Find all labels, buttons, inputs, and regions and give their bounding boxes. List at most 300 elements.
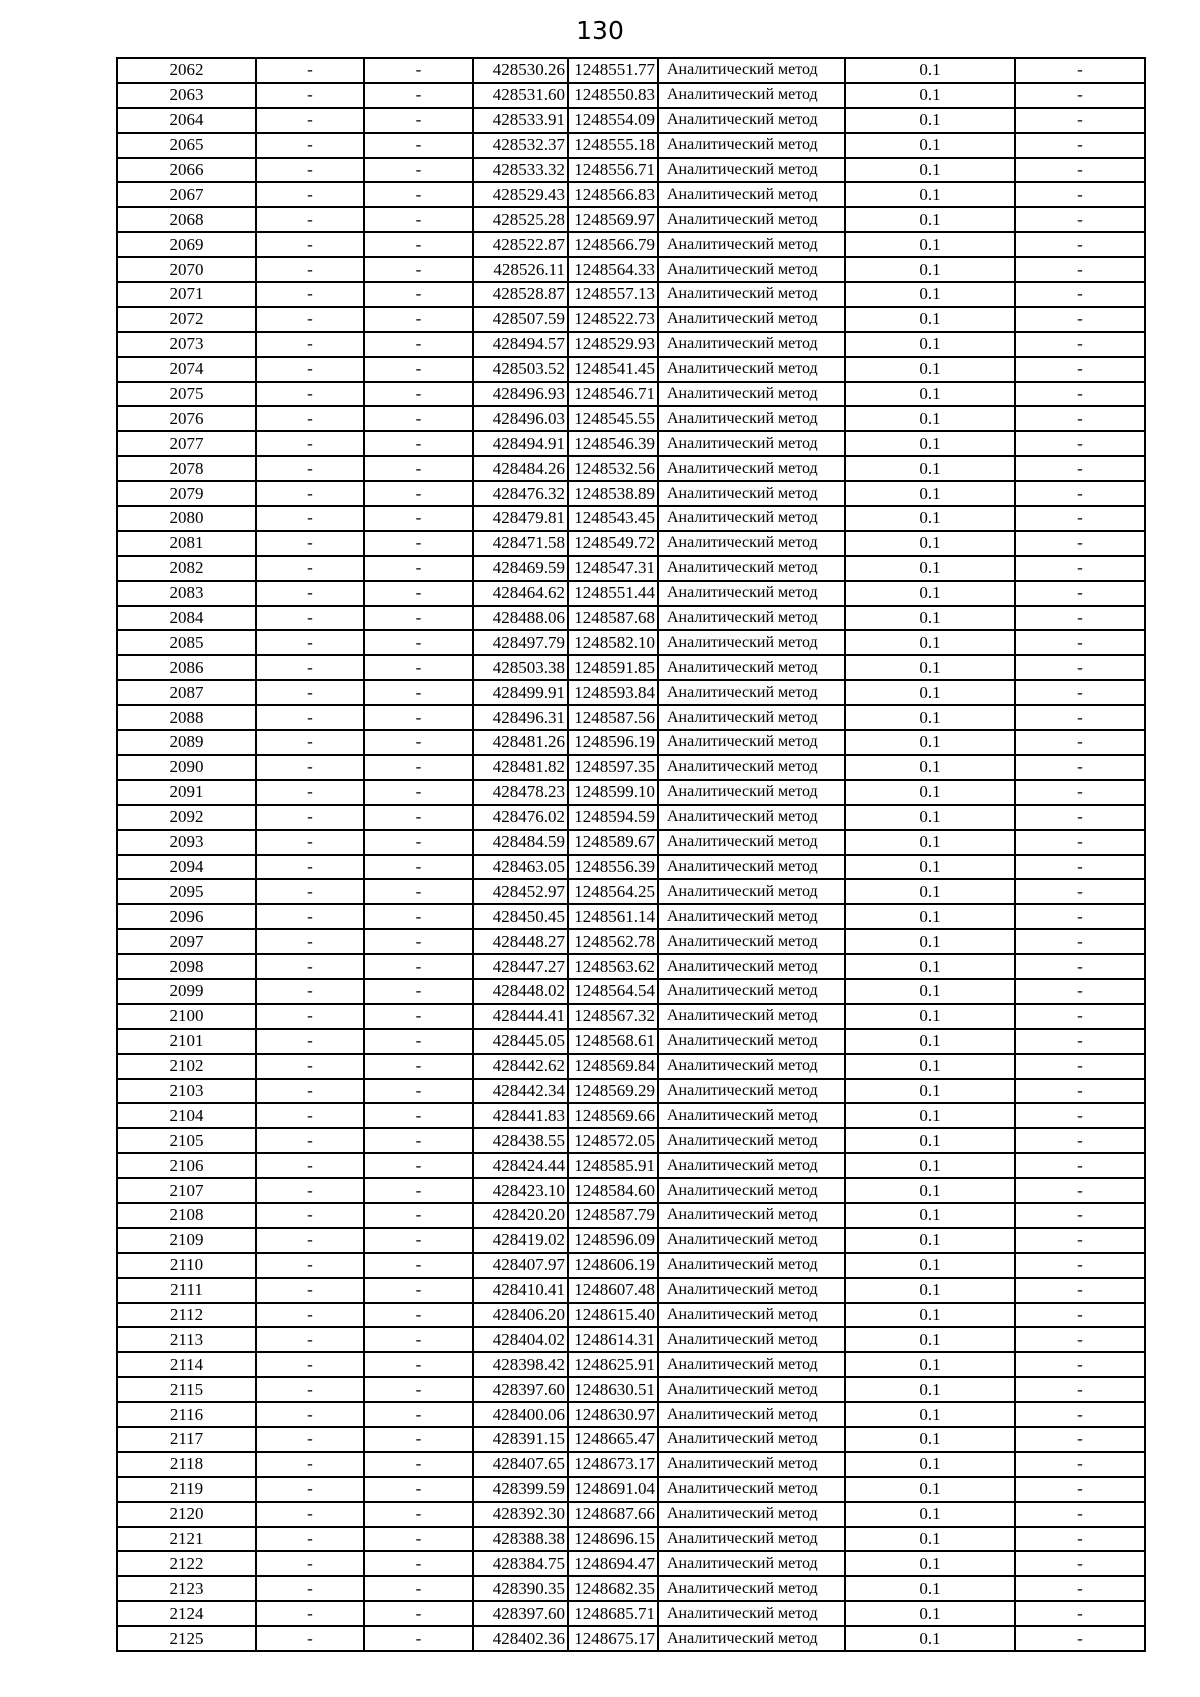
- cell-method: Аналитический метод: [658, 1203, 845, 1228]
- cell-col2: -: [256, 581, 364, 606]
- cell-method: Аналитический метод: [658, 581, 845, 606]
- cell-accuracy: 0.1: [845, 655, 1015, 680]
- cell-method: Аналитический метод: [658, 1527, 845, 1552]
- cell-col2: -: [256, 556, 364, 581]
- cell-col2: -: [256, 481, 364, 506]
- cell-method: Аналитический метод: [658, 1551, 845, 1576]
- cell-y: 1248568.61: [568, 1029, 658, 1054]
- cell-col2: -: [256, 1303, 364, 1328]
- cell-point-number: 2114: [117, 1352, 256, 1377]
- cell-x: 428484.26: [473, 456, 568, 481]
- cell-y: 1248546.39: [568, 431, 658, 456]
- cell-accuracy: 0.1: [845, 705, 1015, 730]
- cell-x: 428423.10: [473, 1178, 568, 1203]
- cell-col8: -: [1015, 207, 1145, 232]
- cell-point-number: 2082: [117, 556, 256, 581]
- cell-point-number: 2093: [117, 830, 256, 855]
- cell-col2: -: [256, 282, 364, 307]
- table-row: [117, 1303, 1145, 1328]
- cell-x: 428481.26: [473, 730, 568, 755]
- cell-y: 1248625.91: [568, 1352, 658, 1377]
- cell-y: 1248549.72: [568, 531, 658, 556]
- cell-col2: -: [256, 1228, 364, 1253]
- cell-point-number: 2068: [117, 207, 256, 232]
- cell-y: 1248564.25: [568, 879, 658, 904]
- cell-method: Аналитический метод: [658, 979, 845, 1004]
- cell-col3: -: [364, 1228, 473, 1253]
- cell-method: Аналитический метод: [658, 1004, 845, 1029]
- cell-x: 428484.59: [473, 830, 568, 855]
- cell-col8: -: [1015, 83, 1145, 108]
- cell-method: Аналитический метод: [658, 780, 845, 805]
- cell-x: 428526.11: [473, 257, 568, 282]
- cell-col3: -: [364, 1128, 473, 1153]
- cell-accuracy: 0.1: [845, 207, 1015, 232]
- cell-col3: -: [364, 406, 473, 431]
- cell-y: 1248585.91: [568, 1153, 658, 1178]
- cell-col8: -: [1015, 879, 1145, 904]
- cell-accuracy: 0.1: [845, 1178, 1015, 1203]
- cell-col3: -: [364, 382, 473, 407]
- cell-accuracy: 0.1: [845, 581, 1015, 606]
- cell-y: 1248563.62: [568, 954, 658, 979]
- cell-point-number: 2064: [117, 108, 256, 133]
- cell-col3: -: [364, 1377, 473, 1402]
- table-row: [117, 456, 1145, 481]
- cell-method: Аналитический метод: [658, 1029, 845, 1054]
- cell-col2: -: [256, 1054, 364, 1079]
- cell-point-number: 2062: [117, 58, 256, 83]
- cell-col3: -: [364, 332, 473, 357]
- cell-x: 428533.91: [473, 108, 568, 133]
- cell-x: 428476.32: [473, 481, 568, 506]
- cell-y: 1248567.32: [568, 1004, 658, 1029]
- table-row: [117, 207, 1145, 232]
- cell-y: 1248550.83: [568, 83, 658, 108]
- cell-accuracy: 0.1: [845, 755, 1015, 780]
- cell-accuracy: 0.1: [845, 1402, 1015, 1427]
- cell-col3: -: [364, 1477, 473, 1502]
- cell-method: Аналитический метод: [658, 182, 845, 207]
- table-row: [117, 1551, 1145, 1576]
- cell-col3: -: [364, 357, 473, 382]
- cell-x: 428522.87: [473, 232, 568, 257]
- table-row: [117, 332, 1145, 357]
- cell-col3: -: [364, 1303, 473, 1328]
- cell-col8: -: [1015, 1303, 1145, 1328]
- cell-col3: -: [364, 158, 473, 183]
- cell-x: 428507.59: [473, 307, 568, 332]
- cell-col2: -: [256, 1153, 364, 1178]
- cell-col2: -: [256, 456, 364, 481]
- cell-col8: -: [1015, 1477, 1145, 1502]
- cell-col8: -: [1015, 1153, 1145, 1178]
- cell-col2: -: [256, 655, 364, 680]
- cell-x: 428452.97: [473, 879, 568, 904]
- cell-point-number: 2073: [117, 332, 256, 357]
- cell-col3: -: [364, 655, 473, 680]
- cell-col8: -: [1015, 655, 1145, 680]
- cell-accuracy: 0.1: [845, 1029, 1015, 1054]
- cell-point-number: 2075: [117, 382, 256, 407]
- cell-accuracy: 0.1: [845, 879, 1015, 904]
- cell-method: Аналитический метод: [658, 1079, 845, 1104]
- table-row: [117, 158, 1145, 183]
- table-row: [117, 1153, 1145, 1178]
- cell-col8: -: [1015, 581, 1145, 606]
- cell-col8: -: [1015, 182, 1145, 207]
- cell-method: Аналитический метод: [658, 481, 845, 506]
- cell-col3: -: [364, 282, 473, 307]
- cell-x: 428442.34: [473, 1079, 568, 1104]
- cell-method: Аналитический метод: [658, 1427, 845, 1452]
- cell-point-number: 2102: [117, 1054, 256, 1079]
- cell-x: 428450.45: [473, 904, 568, 929]
- cell-point-number: 2078: [117, 456, 256, 481]
- cell-col8: -: [1015, 630, 1145, 655]
- table-row: [117, 1502, 1145, 1527]
- cell-col8: -: [1015, 1253, 1145, 1278]
- cell-accuracy: 0.1: [845, 232, 1015, 257]
- table-row: [117, 606, 1145, 631]
- cell-x: 428419.02: [473, 1228, 568, 1253]
- cell-method: Аналитический метод: [658, 1278, 845, 1303]
- table-row: [117, 830, 1145, 855]
- cell-method: Аналитический метод: [658, 1103, 845, 1128]
- cell-col8: -: [1015, 1601, 1145, 1626]
- cell-col8: -: [1015, 556, 1145, 581]
- cell-method: Аналитический метод: [658, 1153, 845, 1178]
- cell-col2: -: [256, 382, 364, 407]
- cell-col2: -: [256, 1502, 364, 1527]
- table-row: [117, 556, 1145, 581]
- cell-accuracy: 0.1: [845, 108, 1015, 133]
- cell-method: Аналитический метод: [658, 1327, 845, 1352]
- cell-point-number: 2090: [117, 755, 256, 780]
- cell-point-number: 2123: [117, 1576, 256, 1601]
- cell-col2: -: [256, 431, 364, 456]
- cell-point-number: 2091: [117, 780, 256, 805]
- cell-point-number: 2101: [117, 1029, 256, 1054]
- cell-col8: -: [1015, 1004, 1145, 1029]
- cell-col8: -: [1015, 830, 1145, 855]
- cell-y: 1248569.29: [568, 1079, 658, 1104]
- cell-accuracy: 0.1: [845, 1004, 1015, 1029]
- cell-col8: -: [1015, 307, 1145, 332]
- cell-accuracy: 0.1: [845, 630, 1015, 655]
- cell-y: 1248596.09: [568, 1228, 658, 1253]
- cell-col3: -: [364, 705, 473, 730]
- cell-point-number: 2086: [117, 655, 256, 680]
- cell-y: 1248569.66: [568, 1103, 658, 1128]
- coordinates-table: [116, 57, 1146, 1652]
- cell-col8: -: [1015, 680, 1145, 705]
- table-row: [117, 1128, 1145, 1153]
- cell-col8: -: [1015, 1203, 1145, 1228]
- cell-y: 1248561.14: [568, 904, 658, 929]
- cell-accuracy: 0.1: [845, 1054, 1015, 1079]
- cell-x: 428384.75: [473, 1551, 568, 1576]
- cell-col2: -: [256, 855, 364, 880]
- cell-col3: -: [364, 1576, 473, 1601]
- cell-col3: -: [364, 1601, 473, 1626]
- table-row: [117, 307, 1145, 332]
- cell-x: 428531.60: [473, 83, 568, 108]
- cell-x: 428447.27: [473, 954, 568, 979]
- cell-y: 1248606.19: [568, 1253, 658, 1278]
- cell-x: 428406.20: [473, 1303, 568, 1328]
- cell-point-number: 2094: [117, 855, 256, 880]
- cell-y: 1248687.66: [568, 1502, 658, 1527]
- cell-y: 1248551.77: [568, 58, 658, 83]
- cell-col8: -: [1015, 1427, 1145, 1452]
- cell-x: 428438.55: [473, 1128, 568, 1153]
- cell-col3: -: [364, 581, 473, 606]
- cell-col2: -: [256, 929, 364, 954]
- cell-method: Аналитический метод: [658, 1477, 845, 1502]
- cell-col8: -: [1015, 606, 1145, 631]
- cell-y: 1248564.54: [568, 979, 658, 1004]
- cell-y: 1248555.18: [568, 133, 658, 158]
- cell-y: 1248607.48: [568, 1278, 658, 1303]
- cell-method: Аналитический метод: [658, 232, 845, 257]
- cell-accuracy: 0.1: [845, 431, 1015, 456]
- cell-x: 428400.06: [473, 1402, 568, 1427]
- cell-point-number: 2111: [117, 1278, 256, 1303]
- cell-x: 428503.38: [473, 655, 568, 680]
- table-row: [117, 979, 1145, 1004]
- table-body: [117, 58, 1145, 1651]
- cell-col2: -: [256, 1626, 364, 1651]
- cell-accuracy: 0.1: [845, 1327, 1015, 1352]
- cell-y: 1248599.10: [568, 780, 658, 805]
- cell-accuracy: 0.1: [845, 1128, 1015, 1153]
- cell-x: 428448.27: [473, 929, 568, 954]
- cell-x: 428391.15: [473, 1427, 568, 1452]
- cell-x: 428464.62: [473, 581, 568, 606]
- cell-y: 1248522.73: [568, 307, 658, 332]
- table-row: [117, 182, 1145, 207]
- table-row: [117, 1327, 1145, 1352]
- cell-accuracy: 0.1: [845, 133, 1015, 158]
- cell-col2: -: [256, 182, 364, 207]
- cell-method: Аналитический метод: [658, 332, 845, 357]
- cell-col3: -: [364, 979, 473, 1004]
- cell-col8: -: [1015, 406, 1145, 431]
- cell-col8: -: [1015, 282, 1145, 307]
- cell-y: 1248615.40: [568, 1303, 658, 1328]
- table-row: [117, 705, 1145, 730]
- cell-method: Аналитический метод: [658, 630, 845, 655]
- cell-col3: -: [364, 1352, 473, 1377]
- cell-x: 428420.20: [473, 1203, 568, 1228]
- cell-col3: -: [364, 1004, 473, 1029]
- cell-method: Аналитический метод: [658, 1502, 845, 1527]
- cell-x: 428528.87: [473, 282, 568, 307]
- cell-col8: -: [1015, 1278, 1145, 1303]
- cell-col8: -: [1015, 456, 1145, 481]
- cell-method: Аналитический метод: [658, 1352, 845, 1377]
- cell-col8: -: [1015, 257, 1145, 282]
- table-row: [117, 257, 1145, 282]
- cell-y: 1248538.89: [568, 481, 658, 506]
- cell-point-number: 2087: [117, 680, 256, 705]
- cell-col3: -: [364, 1626, 473, 1651]
- table-row: [117, 1427, 1145, 1452]
- cell-y: 1248630.97: [568, 1402, 658, 1427]
- cell-method: Аналитический метод: [658, 108, 845, 133]
- table-row: [117, 929, 1145, 954]
- cell-point-number: 2117: [117, 1427, 256, 1452]
- cell-y: 1248691.04: [568, 1477, 658, 1502]
- cell-accuracy: 0.1: [845, 382, 1015, 407]
- cell-col2: -: [256, 830, 364, 855]
- cell-point-number: 2070: [117, 257, 256, 282]
- cell-y: 1248562.78: [568, 929, 658, 954]
- cell-method: Аналитический метод: [658, 1626, 845, 1651]
- cell-point-number: 2063: [117, 83, 256, 108]
- cell-method: Аналитический метод: [658, 531, 845, 556]
- cell-col8: -: [1015, 1054, 1145, 1079]
- cell-col2: -: [256, 1253, 364, 1278]
- cell-x: 428479.81: [473, 506, 568, 531]
- cell-method: Аналитический метод: [658, 431, 845, 456]
- cell-accuracy: 0.1: [845, 1452, 1015, 1477]
- table-row: [117, 730, 1145, 755]
- cell-method: Аналитический метод: [658, 58, 845, 83]
- cell-col3: -: [364, 1253, 473, 1278]
- table-row: [117, 805, 1145, 830]
- cell-accuracy: 0.1: [845, 1352, 1015, 1377]
- table-row: [117, 755, 1145, 780]
- cell-col8: -: [1015, 904, 1145, 929]
- cell-col2: -: [256, 1327, 364, 1352]
- cell-x: 428441.83: [473, 1103, 568, 1128]
- cell-col2: -: [256, 1527, 364, 1552]
- cell-col3: -: [364, 630, 473, 655]
- cell-col2: -: [256, 133, 364, 158]
- cell-col2: -: [256, 158, 364, 183]
- cell-col8: -: [1015, 1029, 1145, 1054]
- cell-y: 1248557.13: [568, 282, 658, 307]
- cell-col8: -: [1015, 357, 1145, 382]
- table-row: [117, 531, 1145, 556]
- table-row: [117, 1029, 1145, 1054]
- cell-x: 428499.91: [473, 680, 568, 705]
- cell-col8: -: [1015, 481, 1145, 506]
- table-row: [117, 954, 1145, 979]
- cell-accuracy: 0.1: [845, 506, 1015, 531]
- cell-col2: -: [256, 1178, 364, 1203]
- cell-col3: -: [364, 556, 473, 581]
- cell-point-number: 2118: [117, 1452, 256, 1477]
- cell-col3: -: [364, 1527, 473, 1552]
- cell-y: 1248594.59: [568, 805, 658, 830]
- cell-col2: -: [256, 730, 364, 755]
- cell-accuracy: 0.1: [845, 730, 1015, 755]
- cell-col2: -: [256, 1278, 364, 1303]
- cell-x: 428494.57: [473, 332, 568, 357]
- table-row: [117, 1253, 1145, 1278]
- cell-method: Аналитический метод: [658, 1377, 845, 1402]
- cell-accuracy: 0.1: [845, 456, 1015, 481]
- cell-method: Аналитический метод: [658, 1228, 845, 1253]
- cell-col2: -: [256, 1352, 364, 1377]
- cell-col2: -: [256, 83, 364, 108]
- cell-col2: -: [256, 1576, 364, 1601]
- cell-col3: -: [364, 1402, 473, 1427]
- cell-col3: -: [364, 1278, 473, 1303]
- cell-x: 428478.23: [473, 780, 568, 805]
- cell-accuracy: 0.1: [845, 780, 1015, 805]
- cell-col8: -: [1015, 780, 1145, 805]
- cell-col2: -: [256, 1452, 364, 1477]
- table-row: [117, 58, 1145, 83]
- cell-x: 428398.42: [473, 1352, 568, 1377]
- cell-point-number: 2085: [117, 630, 256, 655]
- cell-accuracy: 0.1: [845, 1477, 1015, 1502]
- cell-x: 428404.02: [473, 1327, 568, 1352]
- cell-x: 428476.02: [473, 805, 568, 830]
- cell-point-number: 2104: [117, 1103, 256, 1128]
- cell-point-number: 2113: [117, 1327, 256, 1352]
- cell-method: Аналитический метод: [658, 257, 845, 282]
- cell-col2: -: [256, 506, 364, 531]
- table-row: [117, 1477, 1145, 1502]
- cell-point-number: 2076: [117, 406, 256, 431]
- cell-col2: -: [256, 1601, 364, 1626]
- cell-method: Аналитический метод: [658, 456, 845, 481]
- cell-col8: -: [1015, 108, 1145, 133]
- cell-y: 1248529.93: [568, 332, 658, 357]
- cell-y: 1248556.39: [568, 855, 658, 880]
- cell-accuracy: 0.1: [845, 1427, 1015, 1452]
- cell-col3: -: [364, 232, 473, 257]
- cell-accuracy: 0.1: [845, 1278, 1015, 1303]
- table-row: [117, 879, 1145, 904]
- cell-col3: -: [364, 855, 473, 880]
- cell-point-number: 2109: [117, 1228, 256, 1253]
- cell-col8: -: [1015, 1551, 1145, 1576]
- cell-point-number: 2098: [117, 954, 256, 979]
- cell-point-number: 2116: [117, 1402, 256, 1427]
- cell-method: Аналитический метод: [658, 207, 845, 232]
- cell-point-number: 2077: [117, 431, 256, 456]
- cell-col8: -: [1015, 855, 1145, 880]
- cell-col3: -: [364, 1079, 473, 1104]
- cell-x: 428503.52: [473, 357, 568, 382]
- cell-y: 1248547.31: [568, 556, 658, 581]
- cell-y: 1248587.56: [568, 705, 658, 730]
- cell-accuracy: 0.1: [845, 58, 1015, 83]
- cell-x: 428397.60: [473, 1601, 568, 1626]
- cell-x: 428445.05: [473, 1029, 568, 1054]
- cell-method: Аналитический метод: [658, 655, 845, 680]
- cell-col3: -: [364, 830, 473, 855]
- cell-col8: -: [1015, 232, 1145, 257]
- cell-col3: -: [364, 606, 473, 631]
- table-row: [117, 108, 1145, 133]
- cell-y: 1248685.71: [568, 1601, 658, 1626]
- cell-accuracy: 0.1: [845, 531, 1015, 556]
- table-row: [117, 855, 1145, 880]
- cell-x: 428407.97: [473, 1253, 568, 1278]
- cell-col2: -: [256, 630, 364, 655]
- cell-col2: -: [256, 780, 364, 805]
- cell-accuracy: 0.1: [845, 257, 1015, 282]
- cell-col2: -: [256, 904, 364, 929]
- cell-col2: -: [256, 232, 364, 257]
